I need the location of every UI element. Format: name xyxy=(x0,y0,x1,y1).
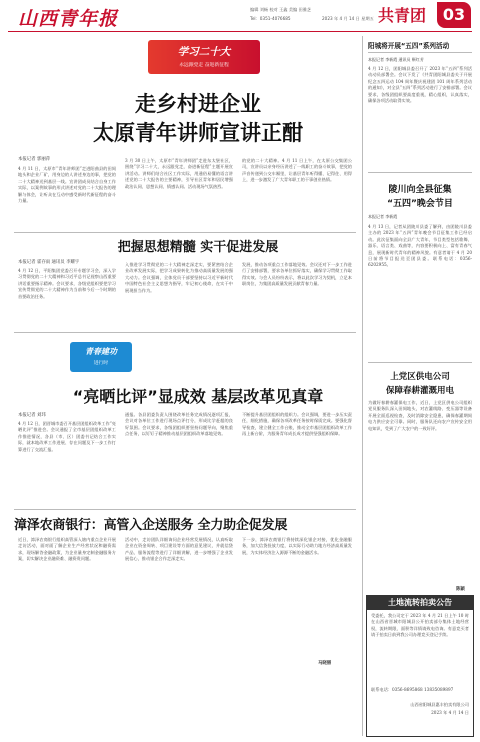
sidebar-s3-headline-2: 保障春耕灌溉用电 xyxy=(385,386,454,396)
auction-notice xyxy=(366,595,474,737)
editor-credits: 编辑 刘畅 校对 王鑫 美编 田雅芝 xyxy=(250,7,312,12)
lead-byline: 本报记者 郭丽萍 xyxy=(18,157,51,162)
sidebar-s1-text: 4 月 12 日，团阳城县委召开了 2023 年“五四”系列活动动员部署会。会议下发了《共青团阳城县委关于开展纪念五四运动 104 周年暨庆祝建团 101 周年系列活动的通知》，对全县“五四”系列活动进行了安排部署。会议要求，各级团组织要高度重视，精心组织，认真落实，确保各项活动取得实效。 xyxy=(368,66,472,104)
story3-col-2: 通报。各县团委负责人围绕改革任务完成情况逐项汇报，会议对各单位工作进行现场点评打分，形成比学赶超的良好氛围。会议要求，各级团组织要坚持问题导向，聚焦重点任务，以钉钉子精神推动基层团组织改革落地见效。 xyxy=(125,412,233,437)
sidebar-s3-author: 陈颖 xyxy=(456,587,465,592)
lead-col-3: 的党的二十大精神。4 月 11 日上午，在太原公交集团公司，宣讲员以亲身经历讲述了一线职工的奋斗故事，把党的声音传递到公交车厢里，让基层青年听得懂、记得住、用得上，进一步激发了广大青年职工的干事创业热情。 xyxy=(242,158,352,183)
sidebar-s2-headline-1: 陵川向全县征集 xyxy=(388,185,452,195)
notice-contact: 联系电话：0356-8695868 13835089897 xyxy=(371,687,454,692)
notice-date: 2023 年 4 月 14 日 xyxy=(431,710,469,715)
story2-col-2: 入推进学习贯彻党的二十大精神走深走实，要紧密结合企业改革发展实际，把学习成果转化为推动高质量发展的强大动力。会议强调，全体党员干部要坚持以习近平新时代中国特色社会主义思想为指导，牢记初心使命，在实干中展现担当作为。 xyxy=(125,262,233,293)
masthead-rule xyxy=(8,31,472,32)
sidebar-s1-headline: 阳城将开展“五四”系列活动 xyxy=(368,42,450,50)
lead-col-1: 4 月 11 日，太原市“青年讲师团”走进阳曲县的田间地头和企业厂矿，用身边的人讲述身边的事，把党的二十大精神送到基层一线。宣讲团成员结合自身工作实际，以案例故事的形式讲述对党的二十大报告的理解与体会，让听众在互动中感受新时代新征程的奋斗力量。 xyxy=(18,166,116,204)
story3-col-3: 不断提升基层团组织的组织力。会议强调，要进一步压实责任，细化措施，确保各项改革任务按时保质完成。要强化督导检查，建立健全工作台账，推动全市基层团组织改革工作再上新台阶，为服务青年成长成才提供坚强组织保障。 xyxy=(242,412,352,437)
issue-date: 2023 年 4 月 14 日 星期五 xyxy=(322,16,374,21)
story4-col-3: 下一步，漳泽农商银行将持续深化银企对接，优化金融服务，加大信贷投放力度，以实际行动助力地方经济高质量发展，为实体经济注入源源不断的金融活水。 xyxy=(242,537,352,555)
story2-col-3: 发展，推动各项重点工作落地见效。会议还对下一步工作进行了安排部署，要求各单位抓好落实，确保学习贯彻工作取得实效。与会人员纷纷表示，将以此次学习为契机，立足本职岗位，为集团高质量发展贡献青春力量。 xyxy=(242,262,352,287)
column-divider xyxy=(362,36,363,736)
sidebar-s1-byline: 本报记者 李新霞 通讯员 靳红芳 xyxy=(368,57,424,62)
banner-title: 学习二十大 xyxy=(177,46,231,58)
lead-headline-1: 走乡村进企业 xyxy=(135,92,261,116)
banner-youth xyxy=(70,342,132,372)
banner-study xyxy=(148,40,260,74)
sidebar-s2-byline: 本报记者 李新霞 xyxy=(368,214,398,219)
page-number: 03 xyxy=(437,2,471,28)
sidebar-s2-headline-2: “五四”晚会节目 xyxy=(387,199,453,209)
sidebar-s3-text: 为做好春耕春灌保电工作，近日，上党区供电公司组织党员服务队深入田间地头，对农灌线路、变压器等设备开展全面巡视检查，及时消除安全隐患，确保春灌期间电力供应安全可靠。同时，服务队还向农户宣传安全用电知识，受到了广大农户的一致好评。 xyxy=(368,400,472,431)
story4-col-1: 近日，漳泽农商银行组织高管深入辖内重点企业开展走访活动，面对面了解企业生产经营状况和融资需求，现场解答金融政策，为企业量身定制金融服务方案，切实解决企业融资难、融资贵问题。 xyxy=(18,537,116,562)
notice-text: 受委托，我公司定于 2023 年 4 月 21 日上午 10 时在山西省晋城市阳城县公开拍卖部分集体土地经营权，流转期限、面积等详情请致电咨询。有意竞买者请于拍卖日前到我公司办理竞买登记手续。 xyxy=(371,613,469,638)
notice-company: 山西省阳城县惠丰拍卖有限公司 xyxy=(410,702,469,707)
divider-1 xyxy=(14,232,356,233)
section-title: 共青团 xyxy=(378,6,427,25)
lead-col-2: 3 月 30 日上午，太原市“青年讲师团”走进东太堡社区，围绕“学习二十大，永远跟党走，奋进新征程”主题开展宣讲活动。讲师们结合社区工作实际，用通俗易懂的语言讲述党的二十大报告的主要精神，引导社区青年和居民增强政治认同、思想认同、情感认同。活动现场气氛热烈。 xyxy=(125,158,233,189)
story3-col-1: 4 月 12 日，团晋城市委召开基层团组织改革工作“亮晒比评”推进会。会议通报了全市基层团组织改革工作推进情况，各县（市、区）团委书记结合工作实际，就本地改革工作进展、存在问题及下一步工作打算进行了交流汇报。 xyxy=(18,421,116,452)
story3-headline: “亮晒比评”显成效 基层改革见真章 xyxy=(72,387,324,406)
paper-logo: 山西青年报 xyxy=(18,8,119,30)
banner-subtitle: 永远跟党走 奋进新征程 xyxy=(179,63,229,68)
story2-col-1: 4 月 12 日，平阳集团党委召开专题学习会，深入学习贯彻党的二十大精神和习近平总书记视察山西重要讲话重要指示精神。会议要求，各级党组织要把学习宣传贯彻党的二十大精神作为当前和今后一个时期的首要政治任务。 xyxy=(18,268,116,299)
divider-2 xyxy=(14,332,356,333)
story3-byline: 本报记者 刘玮 xyxy=(18,413,46,418)
banner2-subtitle: 进行时 xyxy=(93,361,109,366)
story4-headline: 漳泽农商银行：高管入企送服务 全力助企促发展 xyxy=(14,518,288,533)
story4-col-2: 活动中，走访团队详细询问企业经营发展情况，认真听取企业在资金周转、项目建设等方面的意见建议，并就信贷产品、服务流程等进行了详细讲解，进一步增强了企业发展信心，推动银企合作走深走实。 xyxy=(125,537,233,562)
divider-3 xyxy=(14,509,356,510)
phone: Tel：0351-4076685 xyxy=(250,16,291,21)
notice-title: 土地流转拍卖公告 xyxy=(367,596,473,610)
lead-headline-2: 太原青年讲师宣讲正酣 xyxy=(93,121,303,145)
sidebar-s3-headline-1: 上党区供电公司 xyxy=(390,372,450,382)
sidebar-s2-text: 4 月 13 日，记者从团陵川县委了解到，由团陵川县委主办的 2023 年“五四”青年晚会节目征集工作已经启动。此次征集面向全县广大青年，节目类型包括歌舞、器乐、语言类、戏曲等，内容要积极向上、富有青春气息，展现新时代青年的精神风貌。有意者请于 4 月 20 日前将节目报送至团县委。联系电话：0356-6202955。 xyxy=(368,224,472,268)
story2-byline: 本报记者 霍存雨 通讯员 李耀宇 xyxy=(18,260,80,265)
sidebar-divider-2 xyxy=(368,362,472,363)
story2-headline: 把握思想精髓 实干促进发展 xyxy=(117,240,279,255)
sidebar-divider-1 xyxy=(368,172,472,173)
sidebar-s1-rule xyxy=(368,52,472,53)
story4-author: 马晓丽 xyxy=(318,661,332,666)
banner2-title: 青春建功 xyxy=(85,347,117,356)
